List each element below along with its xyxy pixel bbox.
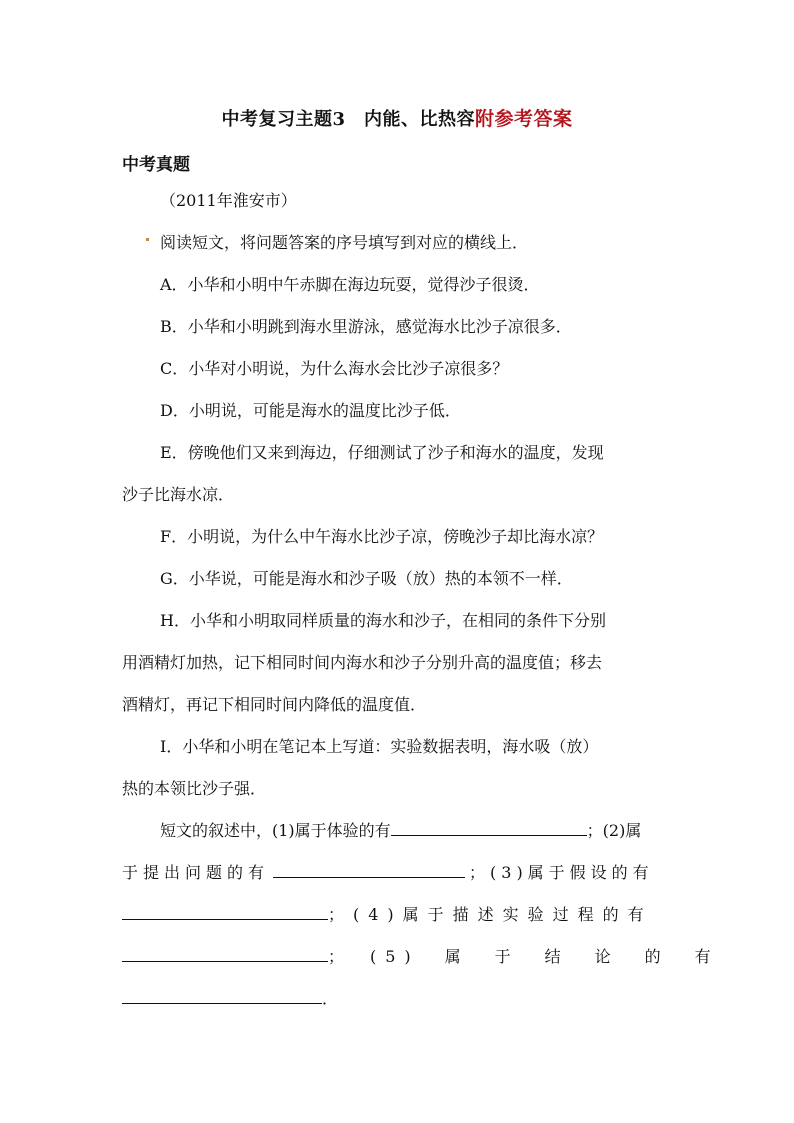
item-h-cont-1: 用酒精灯加热，记下相同时间内海水和沙子分别升高的温度值；移去 bbox=[122, 653, 603, 672]
item-a: A．小华和小明中午赤脚在海边玩耍，觉得沙子很烫． bbox=[160, 275, 540, 294]
answer-blank-2[interactable] bbox=[273, 859, 465, 878]
answer-blank-1[interactable] bbox=[391, 817, 587, 836]
item-i: I．小华和小明在笔记本上写道：实验数据表明，海水吸（放） bbox=[160, 737, 599, 756]
question-4-text: ；(4)属于描述实验过程的有 bbox=[328, 905, 653, 924]
instruction-text: 阅读短文，将问题答案的序号填写到对应的横线上． bbox=[160, 233, 529, 252]
section-heading: 中考真题 bbox=[122, 155, 190, 175]
answer-blank-5[interactable] bbox=[122, 985, 322, 1004]
question-source: （2011年淮安市） bbox=[160, 191, 297, 210]
item-g: G．小华说，可能是海水和沙子吸（放）热的本领不一样． bbox=[160, 569, 573, 588]
item-b: B．小华和小明跳到海水里游泳，感觉海水比沙子凉很多． bbox=[160, 317, 572, 336]
item-e-cont: 沙子比海水凉． bbox=[122, 485, 235, 504]
title-main: 中考复习主题3 内能、比热容 bbox=[221, 109, 475, 130]
item-d: D．小明说，可能是海水的温度比沙子低． bbox=[160, 401, 461, 420]
answer-blank-3[interactable] bbox=[122, 901, 328, 920]
question-line-4 bbox=[122, 936, 720, 978]
item-e: E．傍晚他们又来到海边，仔细测试了沙子和海水的温度，发现 bbox=[160, 443, 604, 462]
question-2-text: 于提出问题的有 bbox=[122, 863, 270, 882]
question-line-5 bbox=[122, 978, 674, 1020]
question-line-2 bbox=[122, 852, 674, 894]
item-f: F．小明说，为什么中午海水比沙子凉，傍晚沙子却比海水凉？ bbox=[160, 527, 604, 546]
question-5-text: ； (5) 属 于 结 论 的 有 bbox=[328, 947, 720, 966]
margin-mark bbox=[146, 238, 149, 241]
item-h: H．小华和小明取同样质量的海水和沙子，在相同的条件下分别 bbox=[160, 611, 606, 630]
item-i-cont: 热的本领比沙子强． bbox=[122, 779, 267, 798]
answer-blank-4[interactable] bbox=[122, 943, 328, 962]
document-title bbox=[0, 104, 794, 131]
item-c: C．小华对小明说，为什么海水会比沙子凉很多？ bbox=[160, 359, 509, 378]
question-3-text: ；(3)属于假设的有 bbox=[469, 863, 654, 882]
title-answer-note: 附参考答案 bbox=[475, 108, 573, 130]
question-line-1 bbox=[160, 810, 674, 852]
item-h-cont-2: 酒精灯，再记下相同时间内降低的温度值． bbox=[122, 695, 427, 714]
question-line-3 bbox=[122, 894, 674, 936]
question-end-mark: ． bbox=[322, 989, 339, 1008]
question-1-text: 短文的叙述中，(1)属于体验的有 bbox=[160, 821, 391, 840]
question-2-start: ；(2)属 bbox=[586, 821, 642, 840]
